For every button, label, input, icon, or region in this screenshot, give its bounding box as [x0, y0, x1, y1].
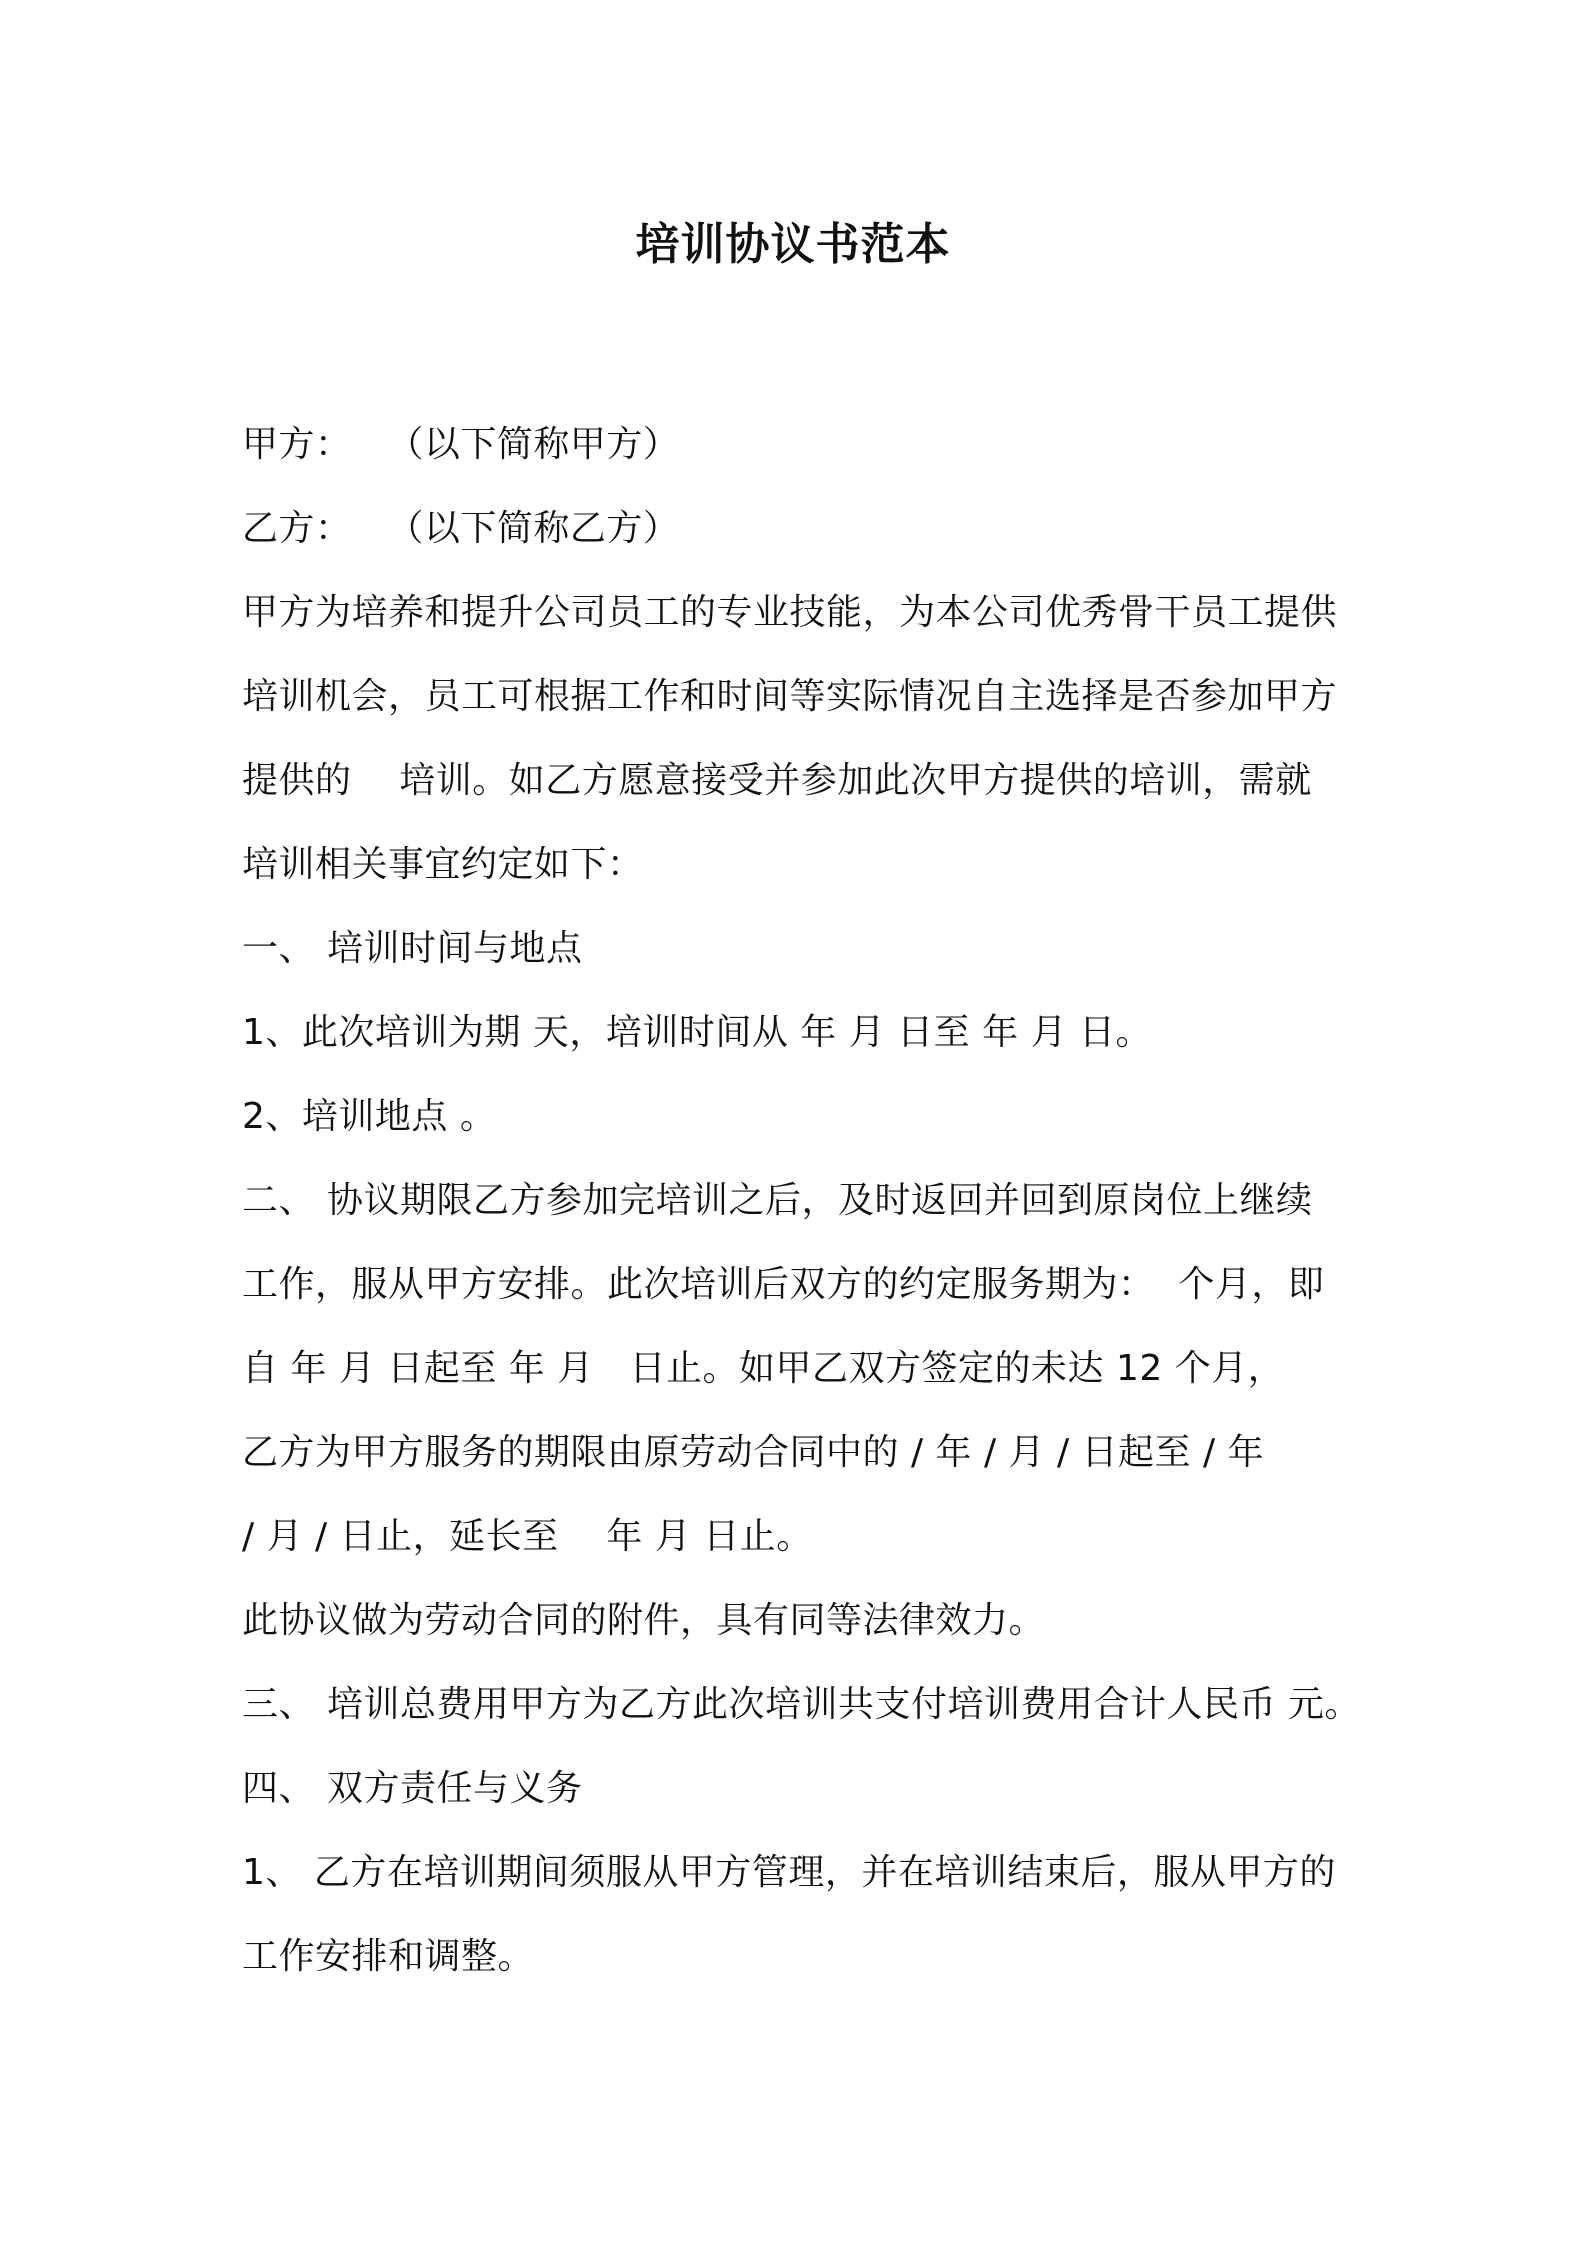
section-2-line-3: 自 年 月 日起至 年 月 日止。如甲乙双方签定的未达 12 个月， — [242, 1348, 1285, 1389]
document-body — [242, 403, 1362, 1999]
section-2-line-2: 工作，服从甲方安排。此次培训后双方的约定服务期为： 个月，即 — [242, 1264, 1325, 1305]
section-2-line-1: 二、 协议期限乙方参加完培训之后，及时返回并回到原岗位上继续 — [242, 1180, 1313, 1221]
section-1-item-2: 2、培训地点 。 — [242, 1096, 497, 1137]
section-2-line-4: 乙方为甲方服务的期限由原劳动合同中的 / 年 / 月 / 日起至 / 年 — [242, 1432, 1265, 1473]
document-title: 培训协议书范本 — [635, 219, 951, 270]
section-1-item-1: 1、此次培训为期 天，培训时间从 年 月 日至 年 月 日。 — [242, 1012, 1153, 1053]
section-2-line-5: / 月 / 日止，延长至 年 月 日止。 — [242, 1516, 813, 1557]
preamble-line-2: 培训机会，员工可根据工作和时间等实际情况自主选择是否参加甲方 — [242, 676, 1338, 717]
party-a-line: 甲方： （以下简称甲方） — [242, 424, 680, 465]
preamble-line-1: 甲方为培养和提升公司员工的专业技能，为本公司优秀骨干员工提供 — [242, 592, 1338, 633]
preamble-line-4: 培训相关事宜约定如下： — [242, 844, 644, 885]
section-4-item-1-line-2: 工作安排和调整。 — [242, 1936, 535, 1977]
section-4-heading: 四、 双方责任与义务 — [242, 1768, 583, 1809]
section-1-heading: 一、 培训时间与地点 — [242, 928, 583, 969]
party-b-line: 乙方： （以下简称乙方） — [242, 508, 680, 549]
section-2-line-6: 此协议做为劳动合同的附件，具有同等法律效力。 — [242, 1600, 1046, 1641]
preamble-line-3: 提供的 培训。如乙方愿意接受并参加此次甲方提供的培训，需就 — [242, 760, 1312, 801]
section-3-line: 三、 培训总费用甲方为乙方此次培训共支付培训费用合计人民币 元。 — [242, 1684, 1361, 1725]
section-4-item-1-line-1: 1、 乙方在培训期间须服从甲方管理，并在培训结束后，服从甲方的 — [242, 1852, 1336, 1893]
